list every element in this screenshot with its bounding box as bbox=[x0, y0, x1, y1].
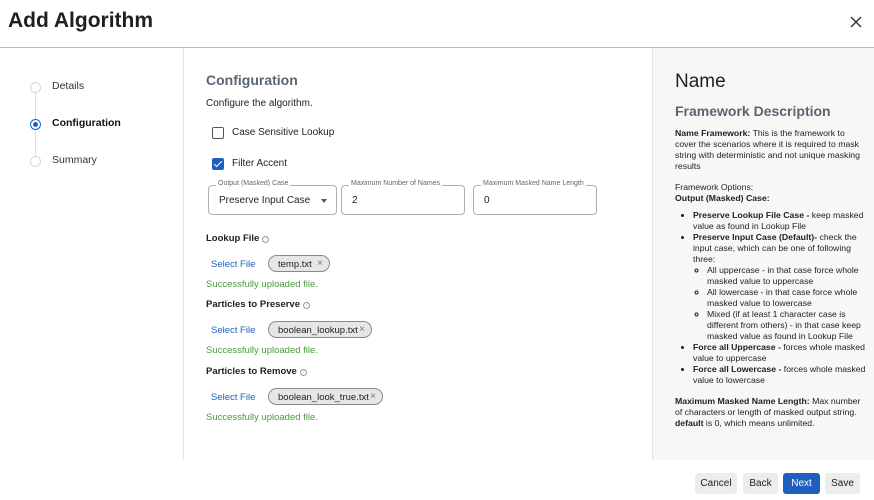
dialog-header bbox=[0, 0, 874, 48]
help-title: Framework Description bbox=[675, 103, 831, 119]
heading-text: Lookup File bbox=[206, 233, 260, 244]
help-text: forces whole masked value to lowercase bbox=[693, 364, 866, 385]
help-panel bbox=[652, 48, 874, 460]
step-indicator bbox=[30, 82, 41, 93]
help-text: forces whole masked value to uppercase bbox=[693, 342, 865, 363]
step-summary[interactable] bbox=[30, 152, 180, 170]
list-item: ◦ Mixed (if at least 1 character case is different from others) - in that case keep masked value as found in Lookup File bbox=[707, 309, 868, 342]
section-subtitle: Configure the algorithm. bbox=[206, 98, 313, 109]
step-indicator bbox=[30, 156, 41, 167]
preserve-select-file-button[interactable]: Select File bbox=[211, 325, 256, 336]
configuration-form bbox=[206, 48, 646, 460]
output-case-select[interactable] bbox=[208, 180, 337, 215]
help-text: This is the framework to cover the scenarios where it is required to mask string with deterministic and not unique masking results bbox=[675, 128, 860, 171]
lookup-upload-status: Successfully uploaded file. bbox=[206, 279, 318, 290]
list-item bbox=[693, 210, 868, 232]
field-value: 0 bbox=[484, 195, 490, 206]
help-text: Max number of characters or length of masked output string. bbox=[675, 396, 861, 417]
field-value: Preserve Input Case bbox=[219, 195, 311, 206]
heading-text: Particles to Preserve bbox=[206, 299, 301, 310]
help-text: check the input case, which can be one of following three: bbox=[693, 232, 857, 264]
step-configuration[interactable] bbox=[30, 115, 180, 133]
step-indicator-active bbox=[30, 119, 41, 130]
help-term: default bbox=[675, 418, 704, 428]
help-term: Maximum Masked Name Length: bbox=[675, 396, 810, 406]
file-name: boolean_lookup.txt bbox=[278, 325, 358, 336]
help-term: Preserve Lookup File Case - bbox=[693, 210, 810, 220]
checkbox-box-checked[interactable] bbox=[212, 158, 224, 170]
step-details[interactable] bbox=[30, 78, 180, 96]
checkbox-label: Filter Accent bbox=[232, 158, 288, 169]
help-icon[interactable]: ? bbox=[303, 302, 310, 309]
particles-preserve-heading bbox=[206, 299, 310, 310]
help-paragraph bbox=[675, 128, 868, 172]
help-term: Name Framework: bbox=[675, 128, 751, 138]
help-text: keep masked value as found in Lookup File bbox=[693, 210, 864, 231]
field-label: Maximum Masked Name Length bbox=[483, 180, 584, 187]
field-value: 2 bbox=[352, 195, 358, 206]
remove-file-icon[interactable]: × bbox=[370, 391, 376, 402]
field-label: Maximum Number of Names bbox=[351, 180, 441, 187]
close-icon[interactable] bbox=[846, 12, 866, 32]
help-output-case-label bbox=[675, 193, 868, 204]
step-label: Summary bbox=[52, 154, 97, 166]
help-text: is 0, which means unlimited. bbox=[703, 418, 815, 428]
particles-remove-heading bbox=[206, 366, 307, 377]
list-item bbox=[693, 232, 868, 342]
list-item: ◦ All uppercase - in that case force whole masked value to uppercase bbox=[707, 265, 868, 287]
help-body bbox=[675, 128, 868, 429]
help-name-heading: Name bbox=[675, 71, 726, 92]
wizard-stepper bbox=[0, 48, 184, 460]
remove-file-icon[interactable]: × bbox=[359, 324, 365, 335]
list-item bbox=[693, 342, 868, 364]
chevron-down-icon[interactable] bbox=[321, 199, 327, 203]
lookup-file-heading bbox=[206, 233, 269, 244]
back-button[interactable]: Back bbox=[743, 473, 778, 494]
remove-select-file-button[interactable]: Select File bbox=[211, 392, 256, 403]
help-term: Output (Masked) Case: bbox=[675, 193, 770, 203]
preserve-upload-status: Successfully uploaded file. bbox=[206, 345, 318, 356]
heading-text: Particles to Remove bbox=[206, 366, 297, 377]
help-option-list bbox=[693, 210, 868, 386]
help-sub-list bbox=[707, 265, 868, 342]
dialog-title: Add Algorithm bbox=[8, 9, 154, 32]
help-paragraph bbox=[675, 396, 868, 429]
help-icon[interactable]: ? bbox=[300, 369, 307, 376]
help-term: Force all Lowercase - bbox=[693, 364, 782, 374]
cancel-button[interactable]: Cancel bbox=[695, 473, 737, 494]
checkbox-label: Case Sensitive Lookup bbox=[232, 127, 335, 138]
checkbox-box[interactable] bbox=[212, 127, 224, 139]
field-label: Output (Masked) Case bbox=[218, 180, 289, 187]
lookup-select-file-button[interactable]: Select File bbox=[211, 259, 256, 270]
max-length-field[interactable] bbox=[473, 180, 597, 215]
file-name: boolean_look_true.txt bbox=[278, 392, 369, 403]
help-icon[interactable]: ? bbox=[262, 236, 269, 243]
next-button[interactable]: Next bbox=[783, 473, 820, 494]
step-label: Details bbox=[52, 80, 85, 92]
remove-file-icon[interactable]: × bbox=[317, 258, 323, 269]
help-options-label: Framework Options: bbox=[675, 182, 754, 192]
file-name: temp.txt bbox=[278, 259, 312, 270]
lookup-file-chip bbox=[268, 255, 330, 272]
max-names-field[interactable] bbox=[341, 180, 465, 215]
list-item bbox=[693, 364, 868, 386]
preserve-file-chip bbox=[268, 321, 372, 338]
help-term: Force all Uppercase - bbox=[693, 342, 781, 352]
remove-file-chip bbox=[268, 388, 383, 405]
help-term: Preserve Input Case (Default)- bbox=[693, 232, 818, 242]
list-item: ◦ All lowercase - in that case force whole masked value to lowercase bbox=[707, 287, 868, 309]
dialog-footer bbox=[0, 460, 874, 500]
step-label: Configuration bbox=[52, 117, 121, 129]
section-title: Configuration bbox=[206, 72, 298, 88]
remove-upload-status: Successfully uploaded file. bbox=[206, 412, 318, 423]
save-button[interactable]: Save bbox=[825, 473, 860, 494]
